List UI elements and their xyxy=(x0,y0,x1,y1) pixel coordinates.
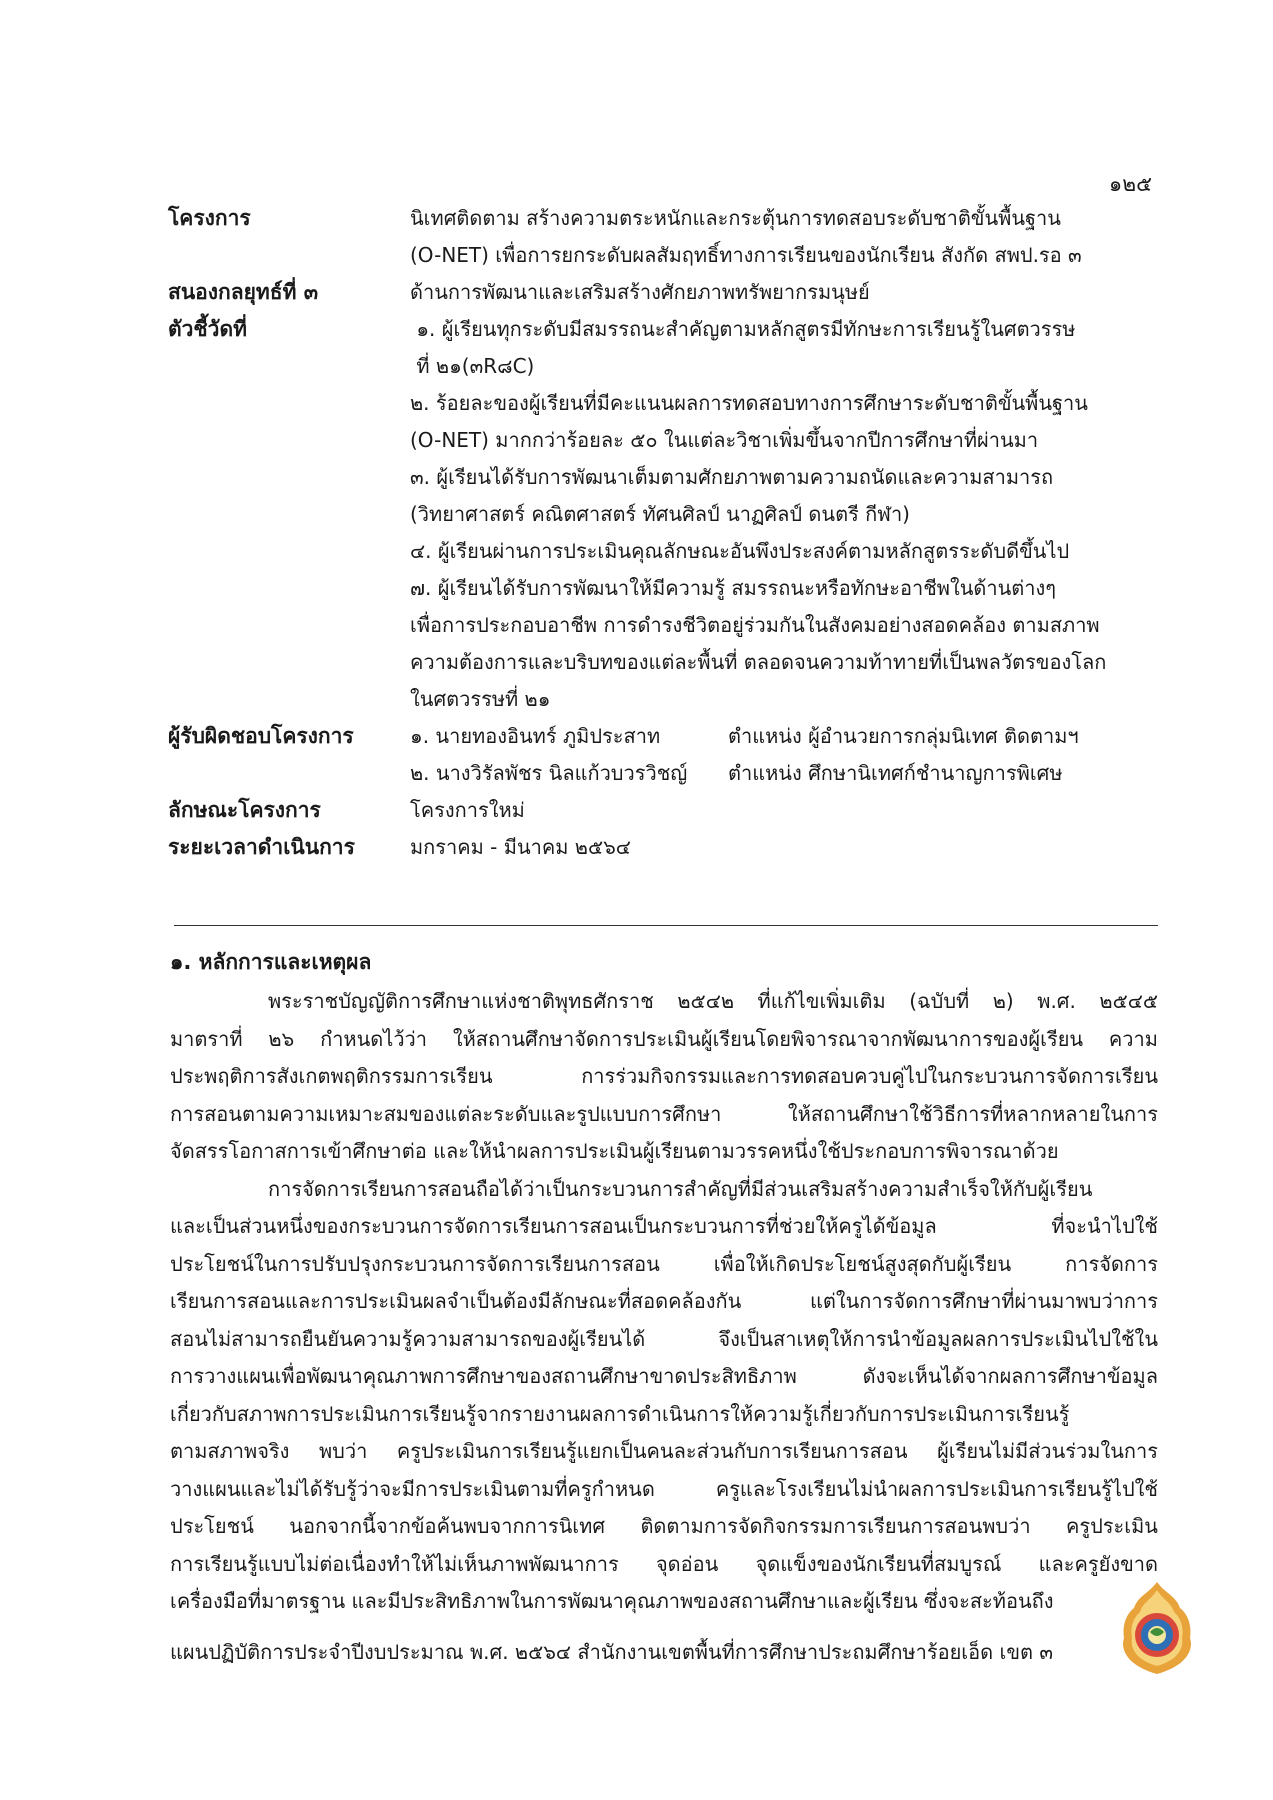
paragraph-line xyxy=(170,1096,1158,1134)
paragraph-line xyxy=(170,1246,1158,1284)
word: ให้สถานศึกษาจัดการประเมินผู้เรียนโดยพิจารณาจากพัฒนาการของผู้เรียน xyxy=(452,1026,1084,1051)
person-position: ตำแหน่ง ผู้อำนวยการกลุ่มนิเทศ ติดตามฯ xyxy=(728,724,1079,748)
value-line: (วิทยาศาสตร์ คณิตศาสตร์ ทัศนศิลป์ นาฏศิลป์ ดนตรี กีฬา) xyxy=(410,502,910,526)
word: การร่วมกิจกรรมและการทดสอบควบคู่ไปในกระบวนการจัดการเรียน xyxy=(581,1064,1158,1088)
person-name: ๒. นางวิรัลพัชร นิลแก้วบวรวิชญ์ xyxy=(410,761,688,785)
value-line: ความต้องการและบริบทของแต่ละพื้นที่ ตลอดจนความท้าทายที่เป็นพลวัตรของโลก xyxy=(410,650,1107,674)
word: (ฉบับที่ xyxy=(909,989,970,1013)
value-line: เพื่อการประกอบอาชีพ การดำรงชีวิตอยู่ร่วมกันในสังคมอย่างสอดคล้อง ตามสภาพ xyxy=(410,613,1100,637)
info-label: ตัวชี้วัดที่ xyxy=(168,317,247,341)
word: การสอนตามความเหมาะสมของแต่ละระดับและรูปแบบการศึกษา xyxy=(170,1101,722,1126)
paragraph-line xyxy=(170,1321,1158,1359)
info-label: ลักษณะโครงการ xyxy=(168,798,321,822)
word: ประพฤติการสังเกตพฤติกรรมการเรียน xyxy=(170,1064,493,1088)
word: ความ xyxy=(1108,1026,1158,1051)
word: เรียนการสอนและการประเมินผลจำเป็นต้องมีลักษณะที่สอดคล้องกัน xyxy=(170,1289,742,1313)
info-value xyxy=(410,792,1158,829)
info-value xyxy=(410,200,1158,274)
word: การจัดการ xyxy=(1065,1251,1158,1276)
section-rationale xyxy=(170,944,1158,1621)
value-line: ในศตวรรษที่ ๒๑ xyxy=(410,687,551,711)
word: ๒๖ xyxy=(268,1026,295,1051)
info-row-responsible xyxy=(168,718,1158,792)
paragraph-line xyxy=(170,1396,1158,1434)
value-line: นิเทศติดตาม สร้างความตระหนักและกระตุ้นการทดสอบระดับชาติขั้นพื้นฐาน xyxy=(410,206,1061,230)
word: ประโยชน์ xyxy=(170,1514,254,1538)
responsible-person xyxy=(410,755,1158,792)
word: จุดแข็งของนักเรียนที่สมบูรณ์ xyxy=(755,1551,1002,1576)
value-line: ด้านการพัฒนาและเสริมสร้างศักยภาพทรัพยากรมนุษย์ xyxy=(410,280,870,304)
info-value xyxy=(410,829,1158,866)
line-text: เครื่องมือที่มาตรฐาน และมีประสิทธิภาพในการพัฒนาคุณภาพของสถานศึกษาและผู้เรียน ซึ่งจะสะท้อนถึง xyxy=(170,1589,1054,1613)
paragraph-line xyxy=(170,1208,1158,1246)
word: ให้สถานศึกษาใช้วิธีการที่หลากหลายในการ xyxy=(787,1101,1158,1126)
project-info-table xyxy=(168,200,1158,866)
value-line: ที่ ๒๑(๓R๘C) xyxy=(410,354,535,378)
paragraph-line xyxy=(170,1471,1158,1509)
value-line: ๓. ผู้เรียนได้รับการพัฒนาเต็มตามศักยภาพตามความถนัดและความสามารถ xyxy=(410,465,1054,489)
paragraph-line xyxy=(170,1171,1158,1209)
word: ครูประเมินการเรียนรู้แยกเป็นคนละส่วนกับการเรียนการสอน xyxy=(396,1439,908,1463)
word: ครูและโรงเรียนไม่นำผลการประเมินการเรียนรู้ไปใช้ xyxy=(715,1476,1158,1501)
paragraph-line xyxy=(170,1283,1158,1321)
value-line: ๒. ร้อยละของผู้เรียนที่มีคะแนนผลการทดสอบทางการศึกษาระดับชาติขั้นพื้นฐาน xyxy=(410,391,1088,415)
value-line: (O-NET) เพื่อการยกระดับผลสัมฤทธิ์ทางการเรียนของนักเรียน สังกัด สพป.รอ ๓ xyxy=(410,243,1082,267)
info-label: โครงการ xyxy=(168,206,251,230)
paragraph-line xyxy=(170,1358,1158,1396)
info-row-project xyxy=(168,200,1158,274)
person-name: ๑. นายทองอินทร์ ภูมิประสาท xyxy=(410,724,661,748)
word: นอกจากนี้จากข้อค้นพบจากการนิเทศ xyxy=(289,1514,606,1538)
word: ประโยชน์ในการปรับปรุงกระบวนการจัดการเรียนการสอน xyxy=(170,1251,660,1276)
word: ผู้เรียนไม่มีส่วนร่วมในการ xyxy=(937,1439,1158,1463)
word: ดังจะเห็นได้จากผลการศึกษาข้อมูล xyxy=(862,1364,1158,1388)
person-position: ตำแหน่ง ศึกษานิเทศก์ชำนาญการพิเศษ xyxy=(728,761,1063,785)
word: พระราชบัญญัติการศึกษาแห่งชาติพุทธศักราช xyxy=(268,989,654,1013)
word: ๒๕๔๕ xyxy=(1099,989,1158,1013)
info-label: ผู้รับผิดชอบโครงการ xyxy=(168,724,354,748)
word: พบว่า xyxy=(318,1439,368,1463)
paragraph-line xyxy=(170,1021,1158,1059)
paragraph-line xyxy=(170,1133,1158,1171)
word: ติดตามการจัดกิจกรรมการเรียนการสอนพบว่า xyxy=(640,1514,1031,1538)
info-row-type xyxy=(168,792,1158,829)
word: กำหนดไว้ว่า xyxy=(320,1026,428,1051)
word: ๒) xyxy=(992,989,1014,1013)
word: และครูยังขาด xyxy=(1038,1551,1158,1576)
paragraph-line xyxy=(170,1508,1158,1546)
value-line: (O-NET) มากกว่าร้อยละ ๕๐ ในแต่ละวิชาเพิ่มขึ้นจากปีการศึกษาที่ผ่านมา xyxy=(410,428,1039,452)
info-label: สนองกลยุทธ์ที่ ๓ xyxy=(168,280,319,304)
word: แต่ในการจัดการศึกษาที่ผ่านมาพบว่าการ xyxy=(809,1289,1158,1313)
value-line: ๗. ผู้เรียนได้รับการพัฒนาให้มีความรู้ สมรรถนะหรือทักษะอาชีพในด้านต่างๆ xyxy=(410,576,1057,600)
word: ที่แก้ไขเพิ่มเติม xyxy=(757,989,886,1013)
info-value xyxy=(410,311,1158,718)
word: วางแผนและไม่ได้รับรู้ว่าจะมีการประเมินตามที่ครูกำหนด xyxy=(170,1476,655,1501)
value-line: ๔. ผู้เรียนผ่านการประเมินคุณลักษณะอันพึงประสงค์ตามหลักสูตรระดับดีขึ้นไป xyxy=(410,539,1070,563)
word: ที่จะนำไปใช้ xyxy=(1051,1214,1158,1238)
page-footer: แผนปฏิบัติการประจำปีงบประมาณ พ.ศ. ๒๕๖๔ สำนักงานเขตพื้นที่การศึกษาประถมศึกษาร้อยเอ็ด เขต ๓ xyxy=(170,1640,1054,1664)
paragraph-teaching-assessment xyxy=(170,1171,1158,1621)
word: พ.ศ. xyxy=(1037,989,1076,1013)
paragraph-line xyxy=(170,1583,1158,1621)
line-text: เกี่ยวกับสภาพการประเมินการเรียนรู้จากรายงานผลการดำเนินการให้ความรู้เกี่ยวกับการประเมินการเรียนรู้ xyxy=(170,1401,1070,1426)
word: เพื่อให้เกิดประโยชน์สูงสุดกับผู้เรียน xyxy=(713,1251,1012,1276)
info-row-indicators xyxy=(168,311,1158,718)
section-divider xyxy=(174,925,1158,926)
word: มาตราที่ xyxy=(170,1026,243,1051)
paragraph-legal-basis xyxy=(170,983,1158,1171)
paragraph-line xyxy=(170,1546,1158,1584)
paragraph-line xyxy=(170,983,1158,1021)
info-row-duration xyxy=(168,829,1158,866)
info-value xyxy=(410,274,1158,311)
paragraph-line xyxy=(170,1058,1158,1096)
section-title: ๑. หลักการและเหตุผล xyxy=(170,950,372,974)
info-value xyxy=(410,718,1158,792)
word: จุดอ่อน xyxy=(655,1551,719,1576)
word: ครูประเมิน xyxy=(1065,1514,1158,1538)
page-number: ๑๒๕ xyxy=(1108,172,1152,196)
responsible-person xyxy=(410,718,1158,755)
paragraph-line xyxy=(170,1433,1158,1471)
value-line: โครงการใหม่ xyxy=(410,798,525,822)
word: สอนไม่สามารถยืนยันความรู้ความสามารถของผู้เรียนได้ xyxy=(170,1326,646,1351)
value-line: มกราคม - มีนาคม ๒๕๖๔ xyxy=(410,835,631,859)
line-text: การจัดการเรียนการสอนถือได้ว่าเป็นกระบวนการสำคัญที่มีส่วนเสริมสร้างความสำเร็จให้กับผู้เรียน xyxy=(268,1176,1093,1201)
word: ตามสภาพจริง xyxy=(170,1439,290,1463)
word: จึงเป็นสาเหตุให้การนำข้อมูลผลการประเมินไปใช้ใน xyxy=(718,1326,1158,1351)
line-text: จัดสรรโอกาสการเข้าศึกษาต่อ และให้นำผลการประเมินผู้เรียนตามวรรคหนึ่งใช้ประกอบการพิจารณาด้วย xyxy=(170,1139,1059,1163)
obec-emblem-icon xyxy=(1118,1580,1196,1676)
word: ๒๕๔๒ xyxy=(677,989,735,1013)
value-line: ๑. ผู้เรียนทุกระดับมีสมรรถนะสำคัญตามหลักสูตรมีทักษะการเรียนรู้ในศตวรรษ xyxy=(410,317,1076,341)
word: การวางแผนเพื่อพัฒนาคุณภาพการศึกษาของสถานศึกษาขาดประสิทธิภาพ xyxy=(170,1364,797,1388)
info-row-strategy xyxy=(168,274,1158,311)
word: การเรียนรู้แบบไม่ต่อเนื่องทำให้ไม่เห็นภาพพัฒนาการ xyxy=(170,1551,619,1576)
info-label: ระยะเวลาดำเนินการ xyxy=(168,835,355,859)
word: และเป็นส่วนหนึ่งของกระบวนการจัดการเรียนการสอนเป็นกระบวนการที่ช่วยให้ครูได้ข้อมูล xyxy=(170,1214,937,1238)
